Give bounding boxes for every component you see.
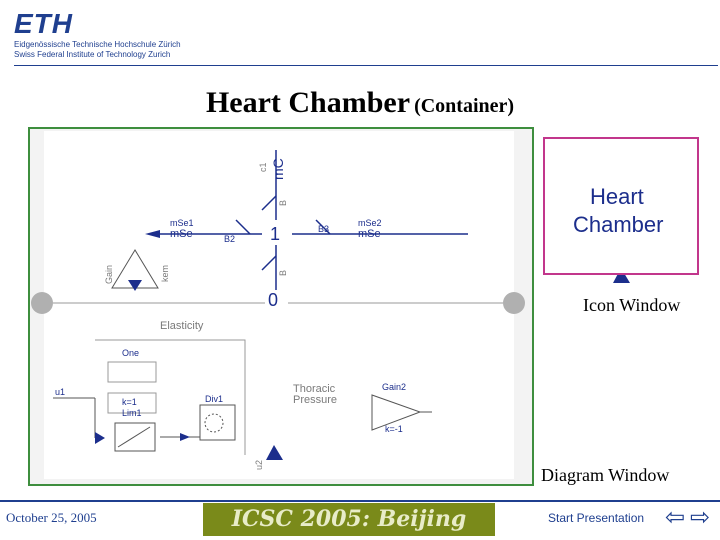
label-one: One <box>122 348 140 358</box>
label-b-top: B <box>278 199 288 206</box>
label-lim1: Lim1 <box>122 408 142 418</box>
label-pressure: Pressure <box>293 394 338 406</box>
label-b2: B2 <box>224 234 236 244</box>
label-mse1: mSe <box>170 228 193 240</box>
title-main: Heart Chamber <box>205 86 411 119</box>
footer-date: October 25, 2005 <box>6 510 97 525</box>
junction-one[interactable]: 1 <box>270 224 281 244</box>
label-gain: Gain <box>104 264 114 284</box>
footer-rule <box>0 500 720 502</box>
right-port-dot <box>503 292 525 314</box>
label-mse2: mSe <box>358 228 381 240</box>
icon-text-heart: Heart <box>590 184 644 209</box>
nav-back-icon[interactable]: ⇦ <box>665 504 686 531</box>
label-mc: mC <box>270 158 286 180</box>
label-k1: k=1 <box>122 397 137 407</box>
start-presentation-link[interactable]: Start Presentation <box>548 511 645 525</box>
icon-window-caption: Icon Window <box>583 295 681 315</box>
label-c1: c1 <box>258 162 268 172</box>
icon-text-chamber: Chamber <box>573 212 664 237</box>
diagram-window-caption: Diagram Window <box>541 465 670 485</box>
label-k-minus1: k=-1 <box>385 424 403 434</box>
label-gain2: Gain2 <box>382 382 407 392</box>
u2-port <box>266 445 283 460</box>
eth-line-1: Eidgenössische Technische Hochschule Zürich <box>14 40 181 49</box>
eth-logo: ETH <box>14 8 73 39</box>
nav-forward-icon[interactable]: ⇨ <box>690 504 711 531</box>
title-sub: (Container) <box>414 95 515 117</box>
label-b3: B3 <box>318 224 330 234</box>
label-mse1-name: mSe1 <box>170 218 194 228</box>
label-kem: kem <box>160 264 170 282</box>
conference-banner: ICSC 2005: Beijing <box>203 503 495 536</box>
label-u2: u2 <box>254 459 264 470</box>
label-u1: u1 <box>55 387 66 397</box>
label-div1: Div1 <box>205 394 224 404</box>
label-thoracic: Thoracic <box>293 383 336 395</box>
left-port-dot <box>31 292 53 314</box>
junction-zero[interactable]: 0 <box>268 290 279 310</box>
label-b-low: B <box>278 269 288 276</box>
eth-line-2: Swiss Federal Institute of Technology Zurich <box>14 50 171 59</box>
label-elasticity: Elasticity <box>160 320 204 332</box>
label-mse2-name: mSe2 <box>358 218 382 228</box>
